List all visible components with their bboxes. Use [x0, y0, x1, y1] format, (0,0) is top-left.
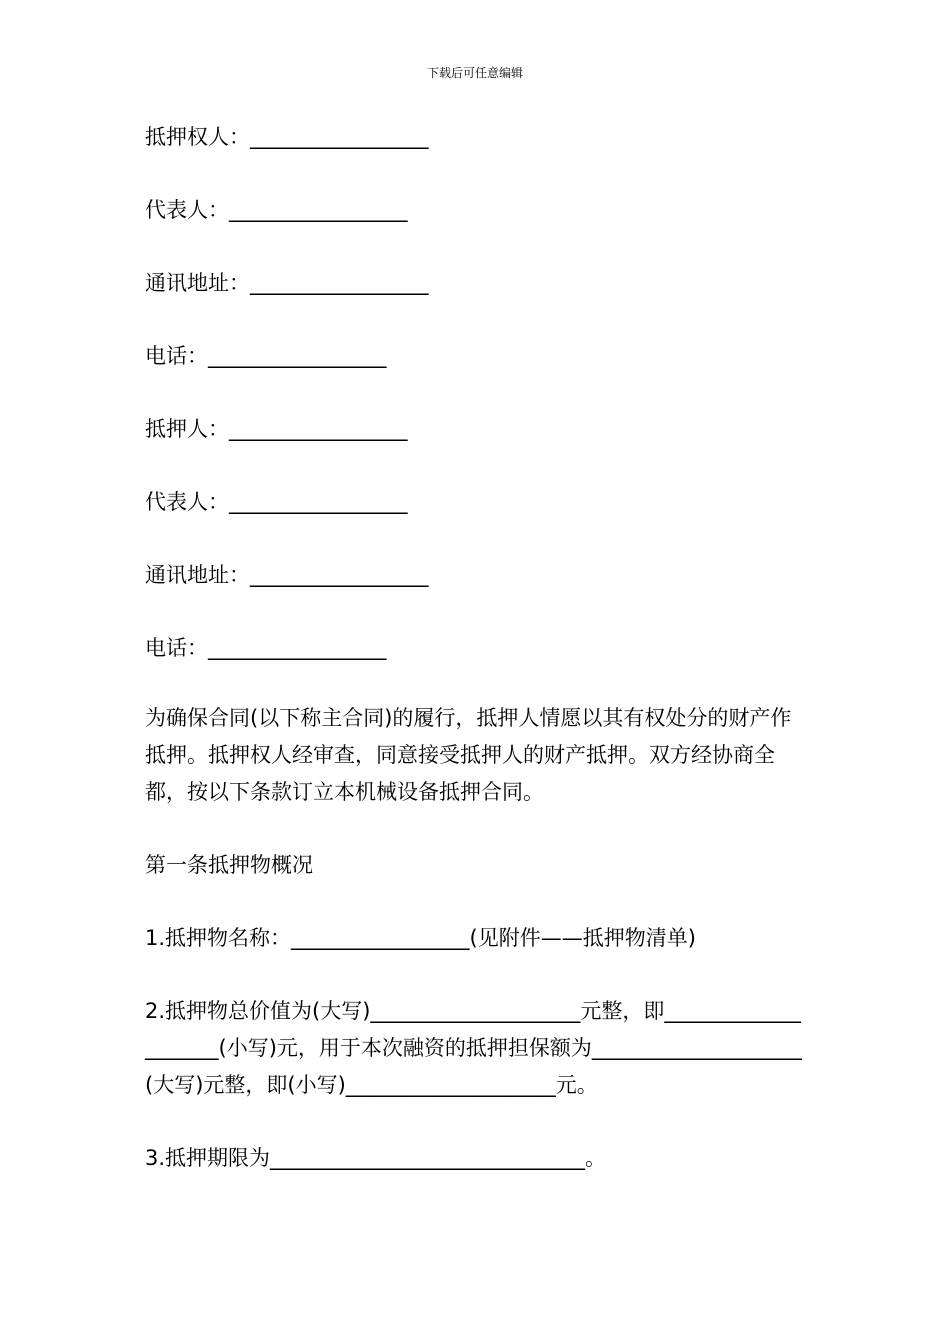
field-blank: _________________	[250, 271, 429, 295]
field-blank: _________________	[229, 198, 408, 222]
field-label: 电话：	[145, 636, 208, 660]
mortgagor-field	[145, 408, 807, 450]
article-1-title: 第一条抵押物概况	[145, 853, 313, 877]
mortgagee-address-field	[145, 262, 807, 304]
field-label: 抵押人：	[145, 417, 229, 441]
field-label: 通讯地址：	[145, 271, 250, 295]
field-blank: _________________	[250, 563, 429, 587]
field-blank: _________________	[208, 344, 387, 368]
page-header: 下载后可任意编辑	[426, 66, 523, 80]
contract-document	[145, 116, 807, 1177]
item-3-mortgage-term: 3.抵押期限为______________________________。	[145, 1146, 607, 1170]
field-blank: _________________	[250, 125, 429, 149]
mortgagee-field	[145, 116, 807, 158]
mortgagor-address-field	[145, 554, 807, 596]
mortgagee-representative-field	[145, 189, 807, 231]
field-label: 通讯地址：	[145, 563, 250, 587]
mortgagor-representative-field	[145, 481, 807, 523]
item-2-collateral-value: 2.抵押物总价值为(大写)____________________元整，即____________________(小写)元，用于本次融资的抵押担保额为____________________(大写)元整，即(小写)____________________元。	[145, 999, 802, 1097]
field-blank: _________________	[208, 636, 387, 660]
mortgagee-phone-field	[145, 335, 807, 377]
intro-paragraph: 为确保合同(以下称主合同)的履行，抵押人情愿以其有权处分的财产作抵押。抵押权人经审查，同意接受抵押人的财产抵押。双方经协商全都，按以下条款订立本机械设备抵押合同。	[145, 706, 792, 804]
field-blank: _________________	[229, 490, 408, 514]
field-blank: _________________	[229, 417, 408, 441]
field-label: 抵押权人：	[145, 125, 250, 149]
field-label: 代表人：	[145, 198, 229, 222]
field-label: 代表人：	[145, 490, 229, 514]
field-label: 电话：	[145, 344, 208, 368]
mortgagor-phone-field	[145, 627, 807, 669]
item-1-collateral-name: 1.抵押物名称：_________________(见附件——抵押物清单)	[145, 926, 696, 950]
